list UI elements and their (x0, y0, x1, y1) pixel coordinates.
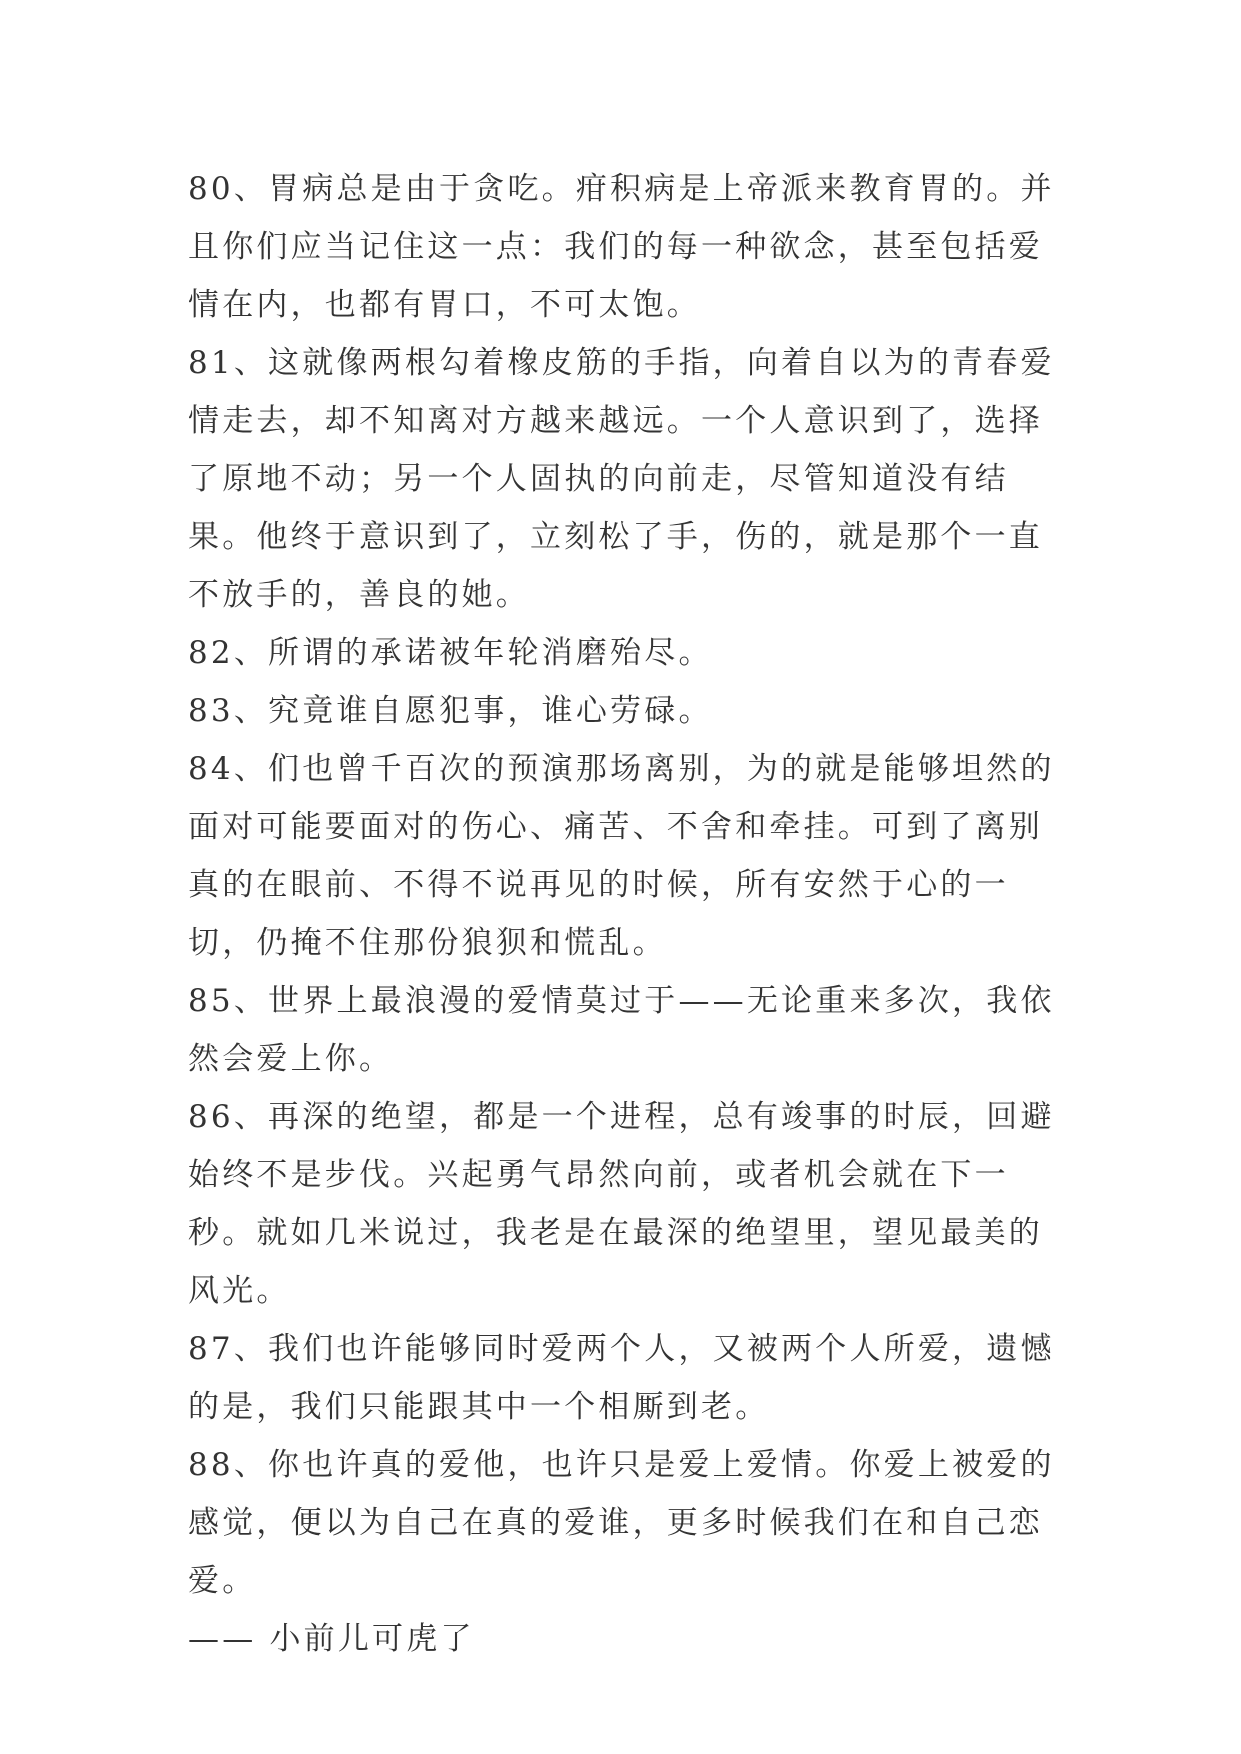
paragraph-81: 81、这就像两根勾着橡皮筋的手指，向着自以为的青春爱情走去，却不知离对方越来越远。一个人意识到了，选择了原地不动；另一个人固执的向前走，尽管知道没有结果。他终于意识到了，立刻松了手，伤的，就是那个一直不放手的，善良的她。 (188, 345, 1055, 613)
paragraph-86: 86、再深的绝望，都是一个进程，总有竣事的时辰，回避始终不是步伐。兴起勇气昂然向前，或者机会就在下一秒。就如几米说过，我老是在最深的绝望里，望见最美的风光。 (188, 1099, 1055, 1309)
paragraph-87: 87、我们也许能够同时爱两个人，又被两个人所爱，遗憾的是，我们只能跟其中一个相厮到老。 (188, 1331, 1055, 1425)
paragraph-82: 82、所谓的承诺被年轮消磨殆尽。 (188, 635, 713, 671)
paragraph-88: 88、你也许真的爱他，也许只是爱上爱情。你爱上被爱的感觉，便以为自己在真的爱谁，更多时候我们在和自己恋爱。 (188, 1447, 1055, 1599)
paragraph-83: 83、究竟谁自愿犯事，谁心劳碌。 (188, 693, 713, 729)
paragraph-85: 85、世界上最浪漫的爱情莫过于——无论重来多次，我依然会爱上你。 (188, 983, 1055, 1077)
paragraph-84: 84、们也曾千百次的预演那场离别，为的就是能够坦然的面对可能要面对的伤心、痛苦、不舍和牵挂。可到了离别真的在眼前、不得不说再见的时候，所有安然于心的一切，仍掩不住那份狼狈和慌乱。 (188, 751, 1055, 961)
author-signature: —— 小前儿可虎了 (188, 1621, 475, 1657)
paragraph-80: 80、胃病总是由于贪吃。疳积病是上帝派来教育胃的。并且你们应当记住这一点：我们的每一种欲念，甚至包括爱情在内，也都有胃口，不可太饱。 (188, 171, 1055, 323)
document-body (188, 160, 1068, 1668)
